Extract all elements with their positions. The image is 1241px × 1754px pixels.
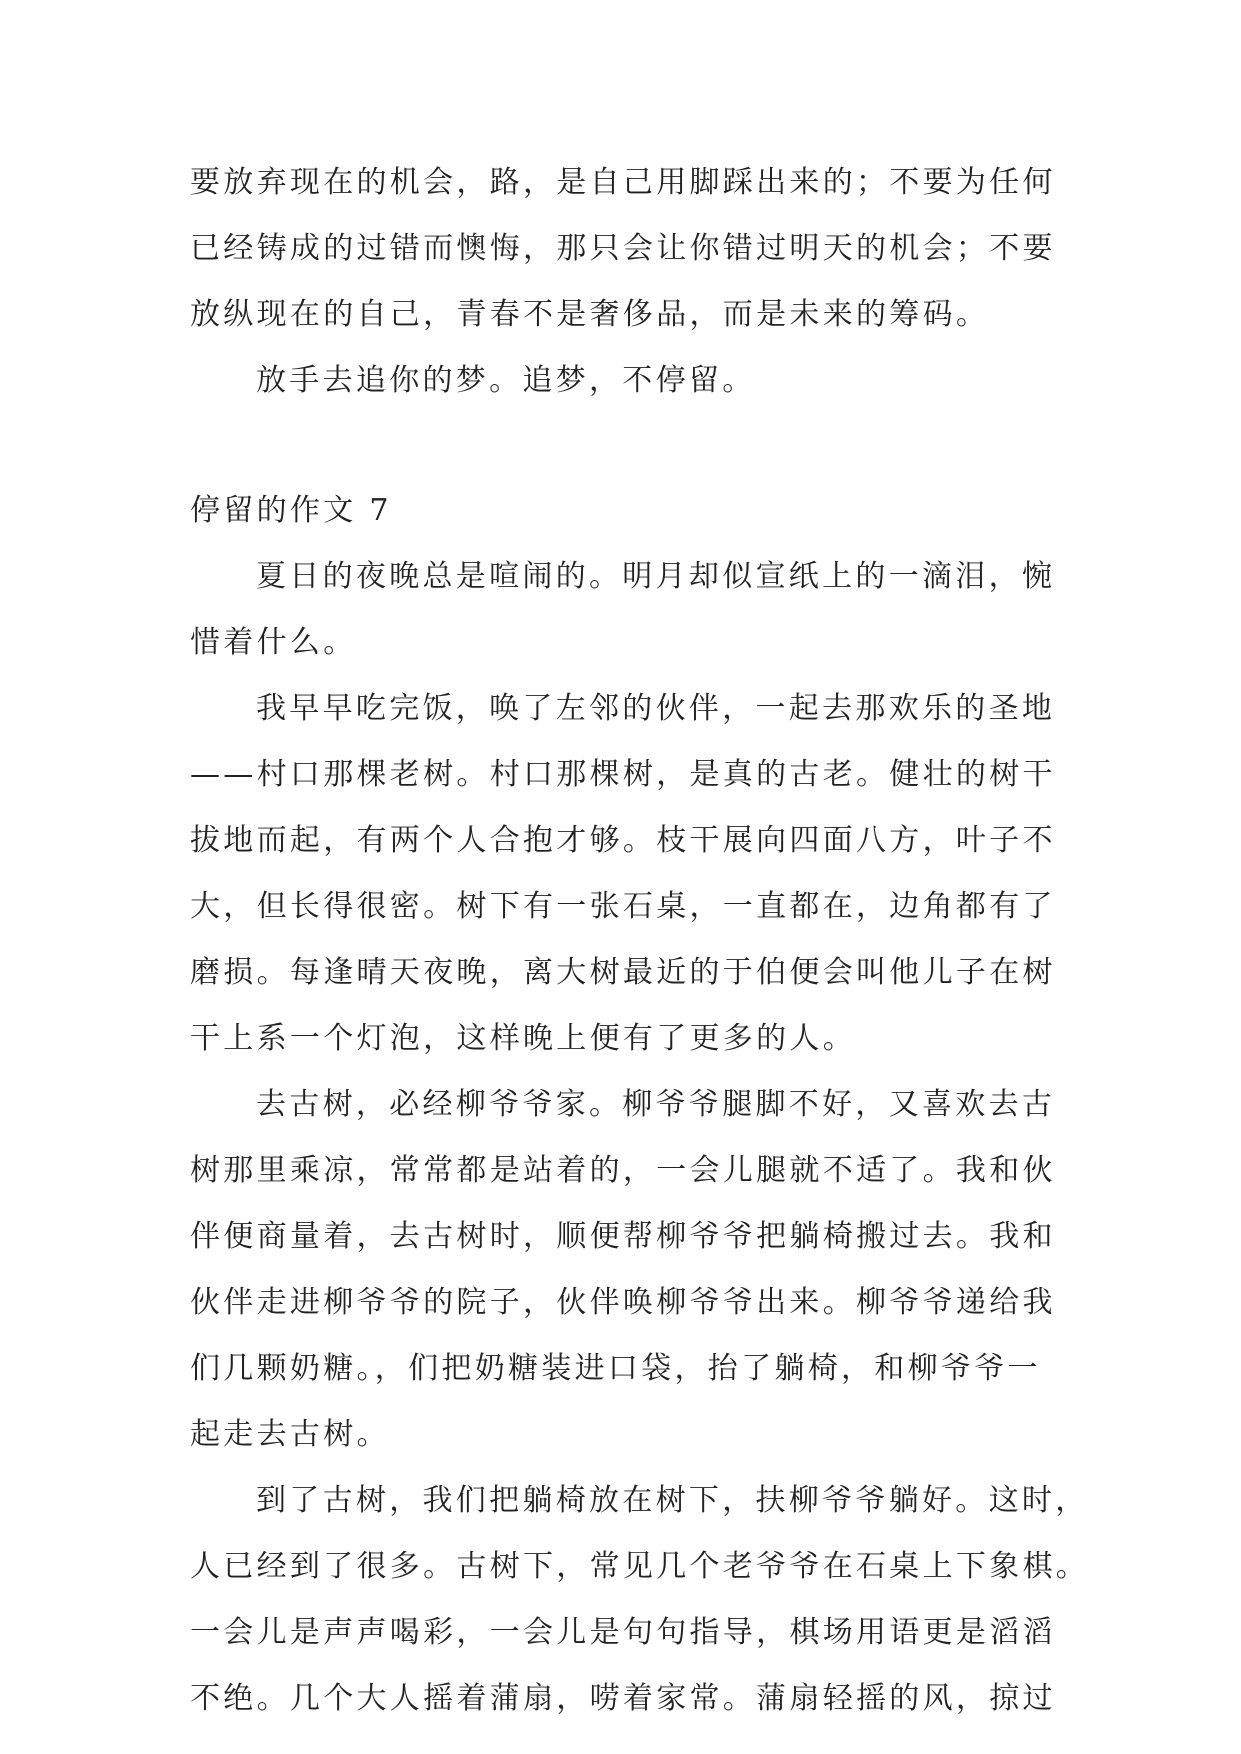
text-line: 伴便商量着，去古树时，顺便帮柳爷爷把躺椅搬过去。我和 [190, 1219, 1056, 1254]
text-line: 已经铸成的过错而懊悔，那只会让你错过明天的机会；不要 [190, 231, 1056, 266]
text-line: 放纵现在的自己，青春不是奢侈品，而是未来的筹码。 [190, 297, 990, 332]
text-line: 人已经到了很多。古树下，常见几个老爷爷在石桌上下象棋。 [190, 1549, 1090, 1584]
section-heading: 停留的作文 7 [190, 493, 392, 528]
text-line: 们几颗奶糖。，们把奶糖装进口袋，抬了躺椅，和柳爷爷一 [190, 1351, 1041, 1386]
text-line: 不绝。几个大人摇着蒲扇，唠着家常。蒲扇轻摇的风，掠过 [190, 1681, 1056, 1716]
paragraph-block-body [190, 544, 1090, 1732]
text-line: 要放弃现在的机会，路，是自己用脚踩出来的；不要为任何 [190, 165, 1056, 200]
text-line: 到了古树，我们把躺椅放在树下，扶柳爷爷躺好。这时， [256, 1483, 1089, 1518]
text-line: ——村口那棵老树。村口那棵树，是真的古老。健壮的树干 [190, 757, 1056, 792]
text-line: 磨损。每逢晴天夜晚，离大树最近的于伯便会叫他儿子在树 [190, 955, 1056, 990]
text-line: 树那里乘凉，常常都是站着的，一会儿腿就不适了。我和伙 [190, 1153, 1056, 1188]
text-line: 放手去追你的梦。追梦，不停留。 [256, 363, 756, 398]
text-line: 干上系一个灯泡，这样晚上便有了更多的人。 [190, 1021, 856, 1056]
text-line: 伙伴走进柳爷爷的院子，伙伴唤柳爷爷出来。柳爷爷递给我 [190, 1285, 1056, 1320]
text-line: 去古树，必经柳爷爷家。柳爷爷腿脚不好，又喜欢去古 [256, 1087, 1056, 1122]
text-line: 我早早吃完饭，唤了左邻的伙伴，一起去那欢乐的圣地 [256, 691, 1056, 726]
text-line: 起走去古树。 [190, 1417, 390, 1452]
text-line: 一会儿是声声喝彩，一会儿是句句指导，棋场用语更是滔滔 [190, 1615, 1056, 1650]
text-line: 拔地而起，有两个人合抱才够。枝干展向四面八方，叶子不 [190, 823, 1056, 858]
paragraph-block-top [190, 150, 1060, 414]
text-line: 惜着什么。 [190, 625, 357, 660]
document-page [190, 150, 1090, 1732]
text-line: 大，但长得很密。树下有一张石桌，一直都在，边角都有了 [190, 889, 1056, 924]
text-line: 夏日的夜晚总是喧闹的。明月却似宣纸上的一滴泪，惋 [256, 559, 1056, 594]
